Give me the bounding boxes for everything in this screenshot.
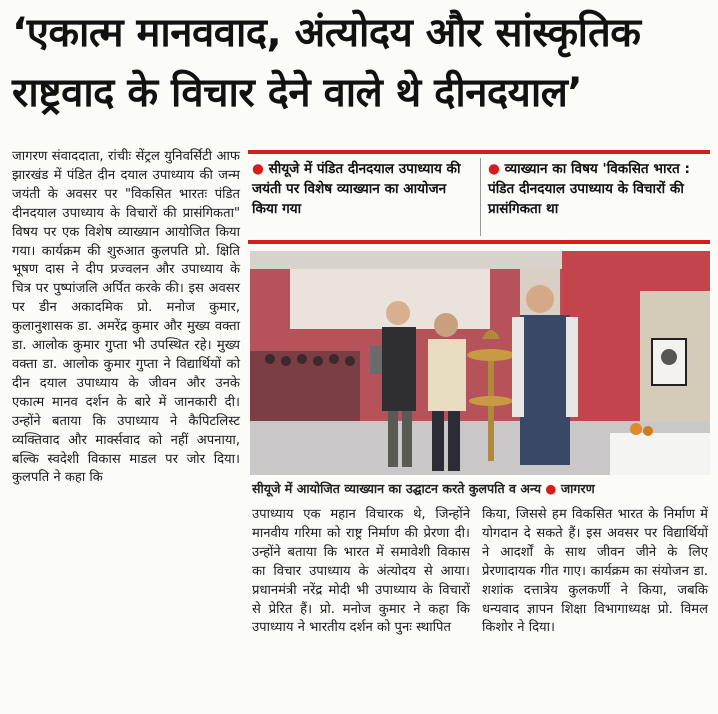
article-text: जागरण संवाददाता, रांचीः सेंट्रल युनिवर्सिटी आफ झारखंड में पंडित दीन दयाल उपाध्याय की जन्म जयंती के अवसर पर "विकसित भारतः पंडित दीनदयाल उपाध्याय के विचारों की प्रासंगिकता" विषय पर एक विशेष व्याख्यान आयोजित किया गया। कार्यक्रम की शुरुआत कुलपति प्रो. क्षिति भूषण दास ने दीप प्रज्वलन और उपाध्याय के चित्र पर पुष्पांजलि अर्पित करके की। इस अवसर पर डीन अकादमिक प्रो. मनोज कुमार, कुलानुशासक डा. अमरेंद्र कुमार और मुख्य वक्ता डा. आलोक कुमार गुप्ता भी उपस्थित रहे। मुख्य वक्ता डा. आलोक कुमार गुप्ता ने विद्यार्थियों को दीन दयाल उपाध्याय के जीवन और उनके एकात्म मानव दर्शन के बारे में जानकारी दी। उन्होंने बताया कि उपाध्याय ने कैपिटलिस्ट व्यक्तिवाद और मार्क्सवाद को नहीं अपनाया, बल्कि स्वदेशी विकास माडल पर जोर दिया। कुलपति ने कहा कि <box>12 149 240 486</box>
article-text: उपाध्याय एक महान विचारक थे, जिन्होंने मानवीय गरिमा को राष्ट्र निर्माण की प्रेरणा दी। उन्होंने बताया कि भारत में समावेशी विकास का विचार उपाध्याय के अंत्योदय से आया। प्रधानमंत्री नरेंद्र मोदी भी उपाध्याय के विचारों से प्रेरित हैं। प्रो. मनोज कुमार ने कहा कि उपाध्याय ने भारतीय दर्शन को पुनः स्थापित <box>252 507 470 636</box>
headline-line-1: ‘एकात्म मानववाद, अंत्योदय और सांस्कृतिक <box>12 10 641 56</box>
highlight-box <box>248 150 710 246</box>
highlight-divider <box>480 158 481 236</box>
article-text: किया, जिससे हम विकसित भारत के निर्माण में योगदान दे सकते हैं। इस अवसर पर विद्यार्थियों ने आदर्शों के साथ जीवन जीने के लिए प्रेरणादायक गीत गाए। कार्यक्रम का संयोजन डा. शशांक दत्तात्रेय कुलकर्णी ने किया, जबकि धन्यवाद ज्ञापन शिक्षा विभागाध्यक्ष प्रो. विमल किशोर ने दिया। <box>482 507 708 636</box>
caption-text: सीयूजे में आयोजित व्याख्यान का उद्घाटन करते कुलपति व अन्य <box>252 481 542 496</box>
article-column-2 <box>252 506 470 638</box>
highlight-1 <box>252 159 474 219</box>
photo-illustration <box>250 251 710 475</box>
headline-line-2: राष्ट्रवाद के विचार देने वाले थे दीनदयाल’ <box>12 70 583 116</box>
highlight-bottom-rule <box>248 240 710 244</box>
article-column-3 <box>482 506 708 638</box>
photo-credit: जागरण <box>560 481 595 496</box>
highlight-2 <box>488 159 706 219</box>
bullet-icon: ● <box>488 161 505 177</box>
article-column-1 <box>12 148 240 488</box>
event-photo <box>250 251 710 475</box>
bullet-icon: ● <box>252 161 269 177</box>
bullet-icon: ● <box>545 481 557 496</box>
highlight-top-rule <box>248 150 710 154</box>
photo-caption <box>252 480 712 498</box>
highlight-text: सीयूजे में पंडित दीनदयाल उपाध्याय की जयंती पर विशेष व्याख्यान का आयोजन किया गया <box>252 161 461 217</box>
highlight-text: व्याख्यान का विषय 'विकसित भारत : पंडित दीनदयाल उपाध्याय के विचारों की प्रासंगिकता था <box>488 161 690 217</box>
